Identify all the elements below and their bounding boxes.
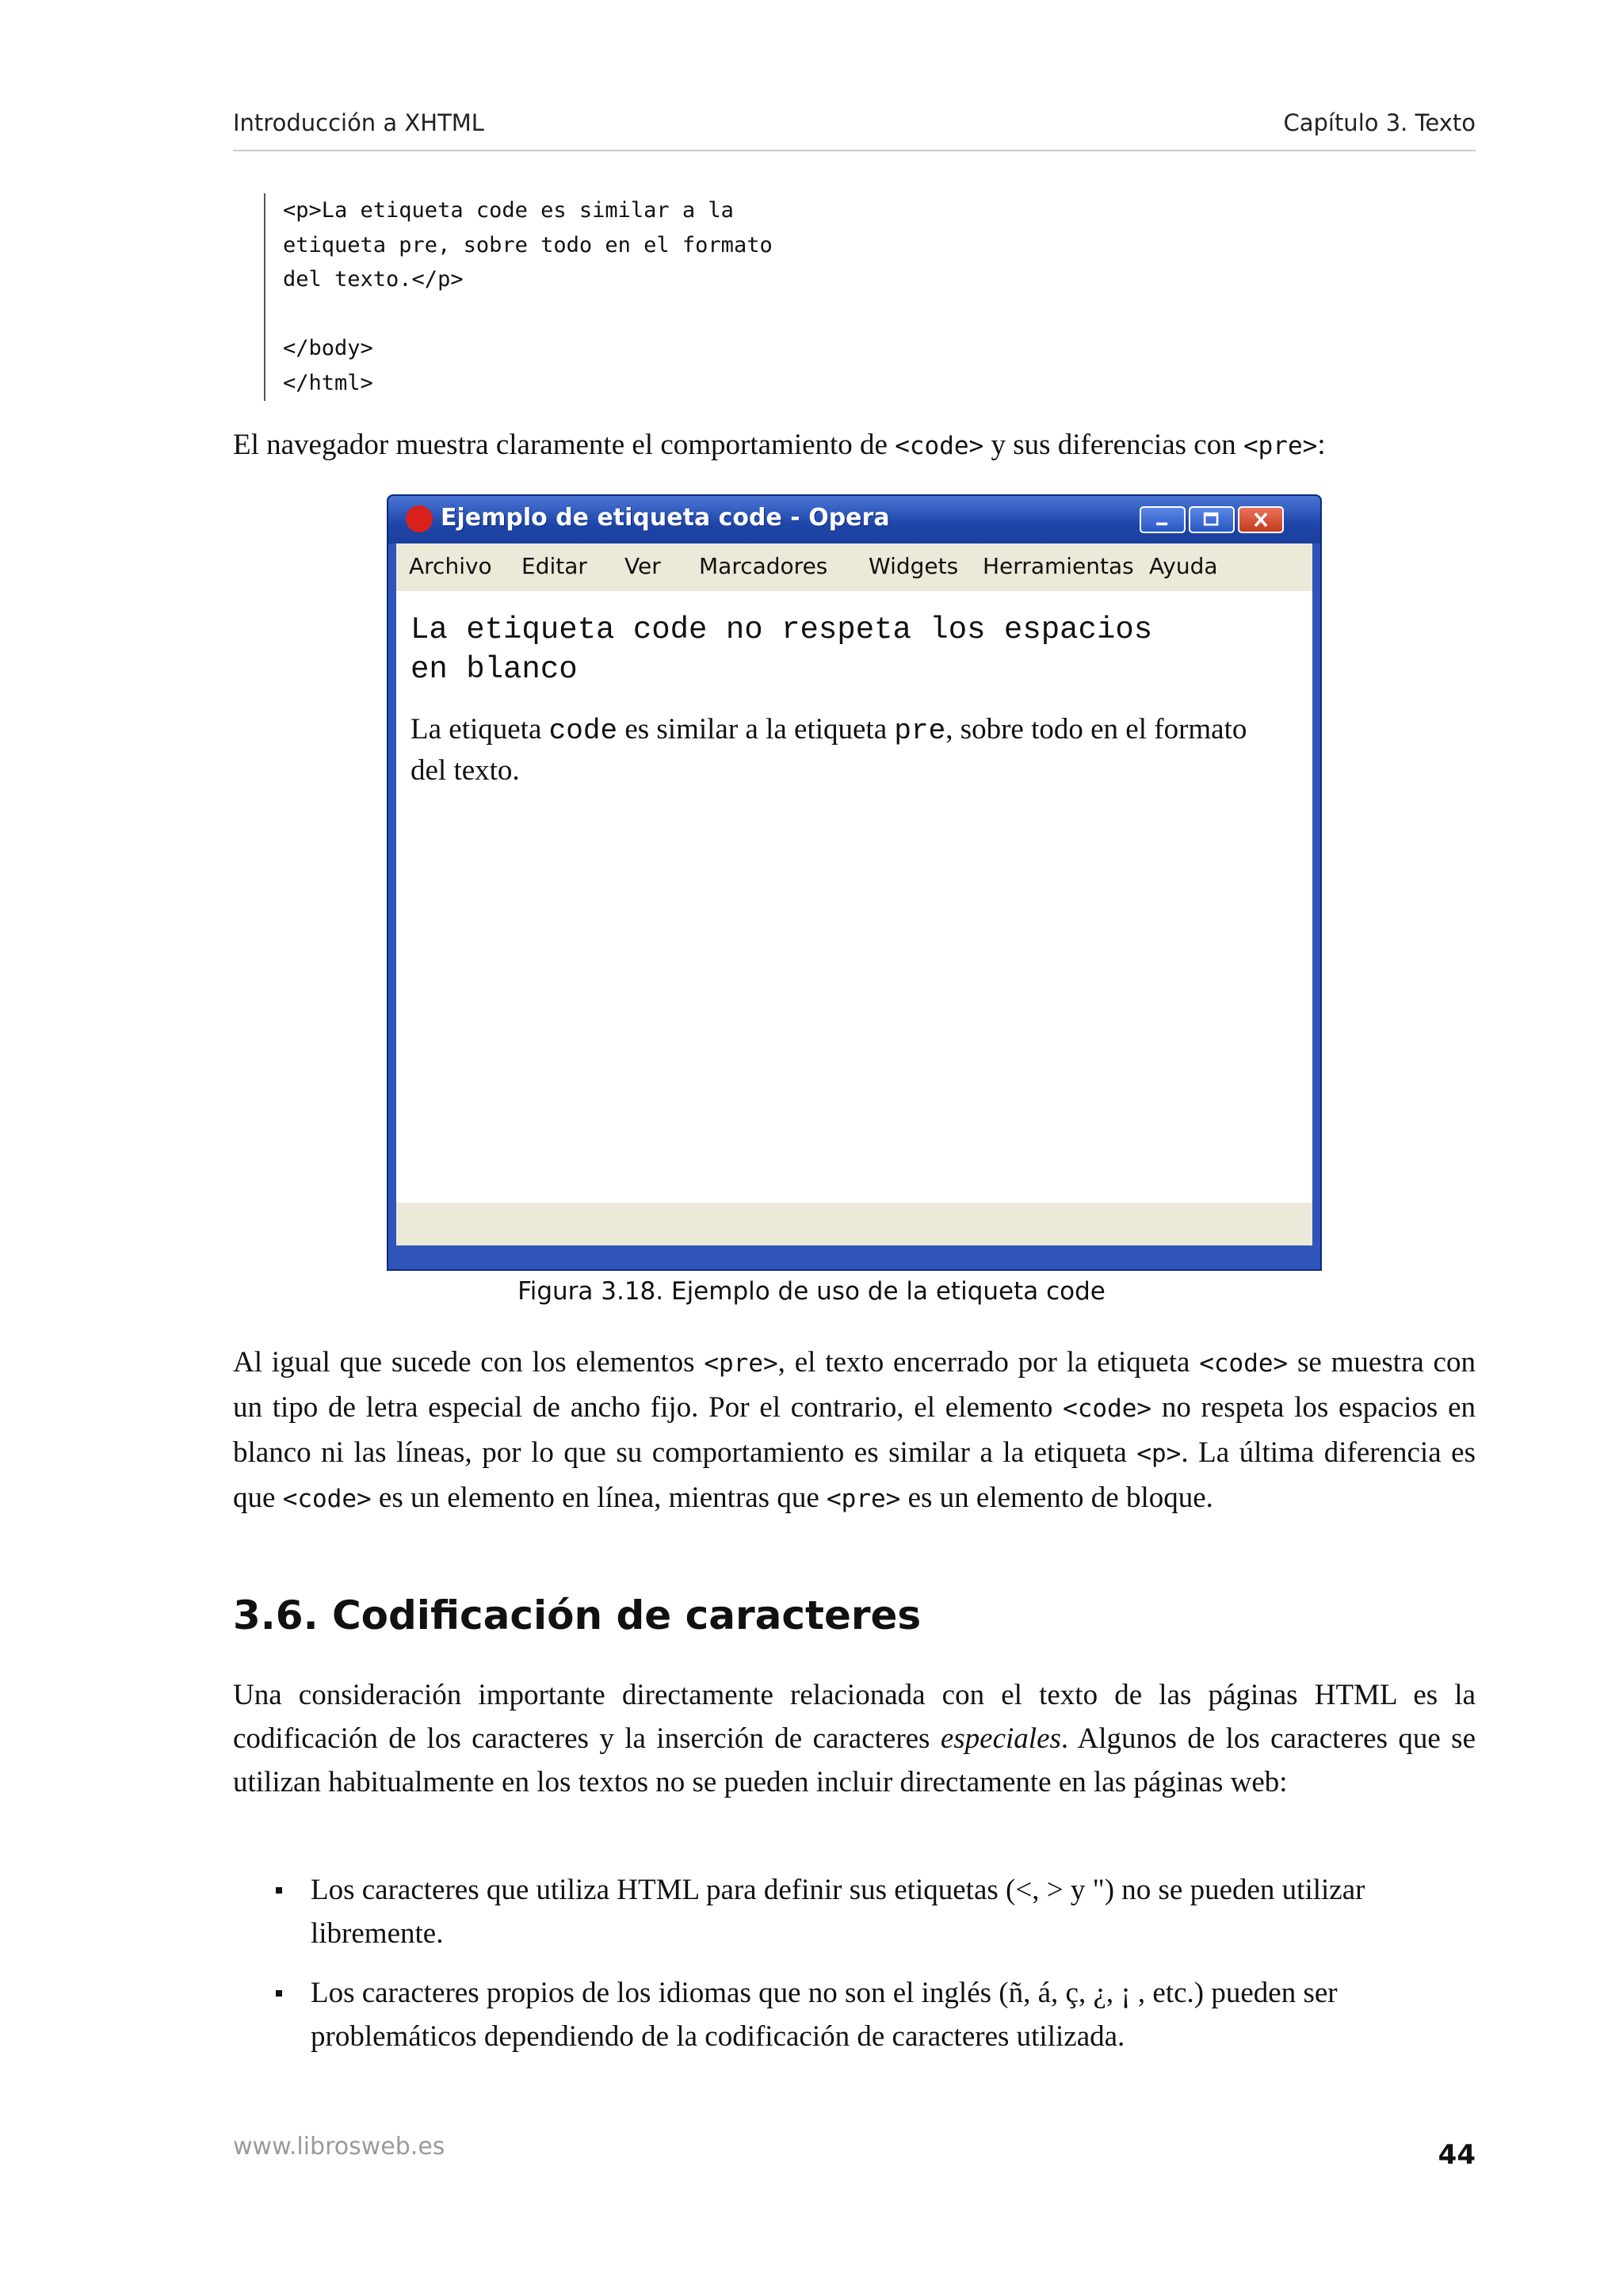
list-item bbox=[233, 1868, 1476, 1955]
rendered-paragraph bbox=[411, 710, 1266, 791]
body-text: Una consideración importante directamente relacionada con el texto de las páginas HTML es la codificación de los caracteres y la inserción de caracteres bbox=[233, 1679, 1476, 1755]
intro-paragraph bbox=[233, 423, 1476, 468]
code-listing-text: <p>La etiqueta code es similar a la etiqueta pre, sobre todo en el formato del texto.</p> </body> </html> bbox=[283, 198, 773, 395]
close-button[interactable] bbox=[1238, 506, 1284, 533]
body-paragraph bbox=[233, 1341, 1476, 1521]
intro-text: : bbox=[1317, 429, 1326, 461]
menu-ayuda[interactable]: Ayuda bbox=[1149, 553, 1218, 579]
inline-code: <pre> bbox=[704, 1349, 778, 1378]
body-text: es un elemento de bloque. bbox=[900, 1482, 1213, 1514]
menu-editar[interactable]: Editar bbox=[521, 553, 587, 579]
status-bar bbox=[396, 1203, 1312, 1245]
header-rule bbox=[233, 150, 1476, 151]
inline-code: <code> bbox=[895, 432, 984, 460]
body-text: no respeta los espacios en blanco ni las líneas, por lo que su comportamiento es similar a la etiqueta bbox=[233, 1391, 1476, 1469]
inline-code: <p> bbox=[1136, 1440, 1182, 1468]
body-paragraph bbox=[233, 1673, 1476, 1804]
body-text: Al igual que sucede con los elementos bbox=[233, 1346, 705, 1379]
browser-viewport bbox=[396, 591, 1312, 1203]
rendered-text: es similar a la etiqueta bbox=[617, 713, 895, 746]
body-text: . Algunos de los caracteres que se utilizan habitualmente en los textos no se pueden incluir directamente en las páginas web: bbox=[233, 1722, 1476, 1798]
body-text: , el texto encerrado por la etiqueta bbox=[777, 1346, 1200, 1379]
menu-herramientas[interactable]: Herramientas bbox=[983, 553, 1134, 579]
intro-text: El navegador muestra claramente el comportamiento de bbox=[233, 429, 896, 461]
rendered-inline-code: pre bbox=[894, 715, 946, 747]
menu-archivo[interactable]: Archivo bbox=[409, 553, 492, 579]
minimize-icon bbox=[1141, 508, 1184, 532]
rendered-code-text: La etiqueta code no respeta los espacios en blanco bbox=[411, 612, 1153, 687]
footer-url: www.librosweb.es bbox=[233, 2133, 445, 2161]
running-head-left: Introducción a XHTML bbox=[233, 109, 484, 136]
menu-ver[interactable]: Ver bbox=[624, 553, 661, 579]
rendered-text: La etiqueta bbox=[411, 713, 549, 746]
bullet-icon bbox=[276, 1990, 282, 1997]
minimize-button[interactable] bbox=[1140, 506, 1186, 533]
body-text: es un elemento en línea, mientras que bbox=[371, 1482, 827, 1514]
close-icon bbox=[1239, 508, 1282, 532]
figure-caption: Figura 3.18. Ejemplo de uso de la etiqueta code bbox=[517, 1277, 1106, 1306]
list-item-text: Los caracteres que utiliza HTML para definir sus etiquetas (<, > y ") no se pueden utilizar libremente. bbox=[311, 1874, 1365, 1950]
bullet-icon bbox=[276, 1887, 282, 1894]
list-item-text: Los caracteres propios de los idiomas que no son el inglés (ñ, á, ç, ¿, ¡ , etc.) pueden ser problemáticos dependiendo de la codificación de caracteres utilizada. bbox=[311, 1977, 1338, 2053]
body-text: se muestra con un tipo de letra especial de ancho fijo. Por el contrario, el elemento bbox=[233, 1346, 1476, 1424]
browser-window bbox=[387, 494, 1322, 1271]
inline-code: <code> bbox=[282, 1485, 372, 1513]
rendered-inline-code: code bbox=[548, 715, 618, 747]
section-heading: 3.6. Codificación de caracteres bbox=[233, 1592, 922, 1638]
menu-bar bbox=[396, 543, 1312, 591]
rendered-text: , sobre todo en el formato del texto. bbox=[411, 713, 1247, 787]
list-item bbox=[233, 1971, 1476, 2058]
code-listing bbox=[264, 193, 1136, 401]
emphasis-text: especiales bbox=[940, 1722, 1061, 1755]
opera-logo-icon bbox=[406, 505, 433, 532]
maximize-icon bbox=[1190, 508, 1233, 532]
window-title: Ejemplo de etiqueta code - Opera bbox=[441, 504, 890, 532]
menu-widgets[interactable]: Widgets bbox=[869, 553, 959, 579]
inline-code: <pre> bbox=[827, 1485, 901, 1513]
inline-code: <code> bbox=[1199, 1349, 1289, 1378]
maximize-button[interactable] bbox=[1189, 506, 1235, 533]
body-text: . La última diferencia es que bbox=[233, 1436, 1476, 1514]
inline-code: <code> bbox=[1063, 1394, 1152, 1423]
running-head-right: Capítulo 3. Texto bbox=[1283, 109, 1476, 136]
window-titlebar[interactable] bbox=[388, 496, 1320, 543]
inline-code: <pre> bbox=[1243, 432, 1318, 460]
page-number: 44 bbox=[1438, 2139, 1476, 2171]
bullet-list bbox=[233, 1868, 1476, 2074]
intro-text: y sus diferencias con bbox=[983, 429, 1243, 461]
menu-marcadores[interactable]: Marcadores bbox=[699, 553, 828, 579]
